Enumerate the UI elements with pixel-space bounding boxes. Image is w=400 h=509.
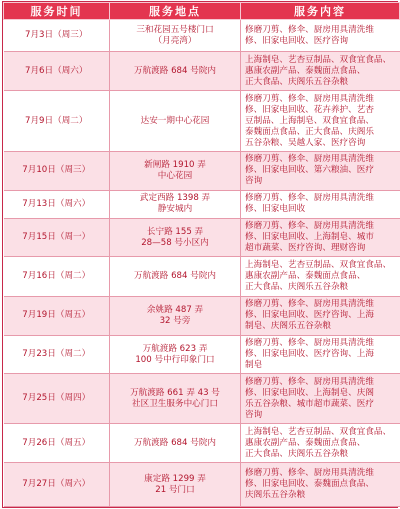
service-location xyxy=(110,91,241,151)
service-date: 7月16日（周二） xyxy=(4,257,110,296)
service-line: 惠康农副产品、泰魏面点食品、 xyxy=(245,270,366,281)
service-location xyxy=(110,20,241,52)
location-line: 长宁路 155 弄 xyxy=(146,226,204,237)
service-content xyxy=(241,151,400,190)
location-line: 万航渡路 684 号院内 xyxy=(133,65,217,76)
location-line: 32 号旁 xyxy=(159,315,191,326)
service-content xyxy=(241,424,400,463)
service-line: 乐五谷杂粮、城市超市蔬菜、医疗 xyxy=(245,398,374,409)
service-line: 咨询 xyxy=(245,176,263,187)
service-line: 咨询 xyxy=(245,409,263,420)
service-date: 7月23日（周二） xyxy=(4,335,110,373)
service-content xyxy=(241,463,400,507)
service-date: 7月25日（周四） xyxy=(4,374,110,424)
service-location xyxy=(110,374,241,424)
service-content xyxy=(241,257,400,296)
schedule-table xyxy=(3,2,400,507)
service-date: 7月27日（周六） xyxy=(4,463,110,507)
service-location xyxy=(110,151,241,190)
table-row xyxy=(4,335,400,373)
service-line: 上海制皂、艺杏豆制品、双食宜食品、 xyxy=(245,54,392,65)
service-line: 正大食品、庆阁乐五谷杂粮 xyxy=(245,448,349,459)
service-line: 修、旧家电回收、医疗咨询、上海 xyxy=(245,349,374,360)
table-row xyxy=(4,424,400,463)
table-row xyxy=(4,463,400,507)
service-line: 修、旧家电回收、上海制皂、城市 xyxy=(245,232,374,243)
service-location xyxy=(110,463,241,507)
service-line: 庆阁乐五谷杂粮 xyxy=(245,490,306,501)
service-date: 7月10日（周三） xyxy=(4,151,110,190)
location-line: （月亮湾） xyxy=(153,35,197,46)
service-content xyxy=(241,20,400,52)
service-content xyxy=(241,190,400,218)
location-line: 社区卫生服务中心门口 xyxy=(132,398,218,409)
service-location xyxy=(110,424,241,463)
service-line: 正大食品、庆阁乐五谷杂粮 xyxy=(245,281,349,292)
table-row xyxy=(4,52,400,91)
service-location xyxy=(110,257,241,296)
service-line: 修、旧家电回收 xyxy=(245,204,306,215)
service-line: 上海制皂、艺杏豆制品、双食宜食品、 xyxy=(245,426,392,437)
location-line: 21 号门口 xyxy=(155,484,195,495)
header-location: 服务地点 xyxy=(110,3,241,20)
service-line: 制皂 xyxy=(245,360,263,371)
service-line: 修、旧家电回收、医疗咨询 xyxy=(245,35,349,46)
service-line: 修、旧家电回收、医疗咨询、上海 xyxy=(245,310,374,321)
service-date: 7月6日（周六） xyxy=(4,52,110,91)
table-row xyxy=(4,218,400,256)
service-location xyxy=(110,218,241,256)
location-line: 武定西路 1398 弄 xyxy=(139,193,211,204)
location-line: 新闸路 1910 弄 xyxy=(144,159,206,170)
service-line: 上海制皂、艺杏豆制品、双食宜食品、 xyxy=(245,259,392,270)
table-row xyxy=(4,151,400,190)
service-line: 修磨刀剪、修伞、厨房用具清洗维 xyxy=(245,24,374,35)
service-content xyxy=(241,218,400,256)
table-row xyxy=(4,91,400,151)
service-line: 修磨刀剪、修伞、厨房用具清洗维 xyxy=(245,338,374,349)
service-content xyxy=(241,91,400,151)
location-line: 28—58 号小区内 xyxy=(141,237,209,248)
service-content xyxy=(241,335,400,373)
location-line: 万航渡路 623 弄 xyxy=(142,343,208,354)
service-line: 修磨刀剪、修伞、厨房用具清洗维 xyxy=(245,154,374,165)
service-date: 7月26日（周五） xyxy=(4,424,110,463)
service-date: 7月13日（周六） xyxy=(4,190,110,218)
service-line: 豆制品、上海制皂、双食宜食品、 xyxy=(245,115,374,126)
service-line: 制皂、庆阁乐五谷杂粮 xyxy=(245,321,331,332)
location-line: 万航渡路 684 号院内 xyxy=(133,270,217,281)
service-line: 修磨刀剪、修伞、厨房用具清洗维 xyxy=(245,376,374,387)
service-line: 泰魏面点食品、正大食品、庆阁乐 xyxy=(245,126,374,137)
table-row xyxy=(4,374,400,424)
location-line: 康定路 1299 弄 xyxy=(144,473,206,484)
service-line: 惠康农副产品、泰魏面点食品、 xyxy=(245,65,366,76)
location-line: 万航渡路 684 号院内 xyxy=(133,437,217,448)
service-line: 修磨刀剪、修伞、厨房用具清洗维 xyxy=(245,221,374,232)
table-row xyxy=(4,257,400,296)
service-location xyxy=(110,335,241,373)
service-line: 修、旧家电回收、花卉养护、艺杏 xyxy=(245,104,374,115)
location-line: 万航渡路 661 弄 43 号 xyxy=(130,387,220,398)
service-line: 正大食品、庆阁乐五谷杂粮 xyxy=(245,76,349,87)
service-date: 7月19日（周五） xyxy=(4,296,110,335)
service-line: 修、旧家电回收、第六粮油、医疗 xyxy=(245,165,374,176)
location-line: 100 号中行印象门口 xyxy=(135,354,215,365)
service-line: 超市蔬菜、医疗咨询、理财咨询 xyxy=(245,243,366,254)
service-content xyxy=(241,374,400,424)
location-line: 达安一期中心花园 xyxy=(140,115,210,126)
service-line: 修磨刀剪、修伞、厨房用具清洗维 xyxy=(245,468,374,479)
service-date: 7月15日（周一） xyxy=(4,218,110,256)
header-date: 服务时间 xyxy=(4,3,110,20)
service-location xyxy=(110,296,241,335)
service-location xyxy=(110,190,241,218)
table-row xyxy=(4,296,400,335)
table-row xyxy=(4,20,400,52)
location-line: 三和花园五号楼门口 xyxy=(136,24,214,35)
service-schedule xyxy=(2,1,398,508)
location-line: 中心花园 xyxy=(157,170,193,181)
header-row xyxy=(4,3,400,20)
service-date: 7月9日（周二） xyxy=(4,91,110,151)
header-content: 服务内容 xyxy=(241,3,400,20)
service-content xyxy=(241,52,400,91)
service-location xyxy=(110,52,241,91)
location-line: 静安城内 xyxy=(157,204,193,215)
service-line: 修、旧家电回收、上海制皂、庆阁 xyxy=(245,387,374,398)
service-line: 惠康农副产品、泰魏面点食品、 xyxy=(245,437,366,448)
service-line: 修磨刀剪、修伞、厨房用具清洗维 xyxy=(245,193,374,204)
service-date: 7月3日（周三） xyxy=(4,20,110,52)
service-line: 修磨刀剪、修伞、厨房用具清洗维 xyxy=(245,93,374,104)
service-line: 修磨刀剪、修伞、厨房用具清洗维 xyxy=(245,299,374,310)
service-content xyxy=(241,296,400,335)
location-line: 余姚路 487 弄 xyxy=(146,304,204,315)
table-row xyxy=(4,190,400,218)
service-line: 五谷杂粮、吴越人家、医疗咨询 xyxy=(245,137,366,148)
service-line: 修、旧家电回收、泰魏面点食品、 xyxy=(245,479,374,490)
